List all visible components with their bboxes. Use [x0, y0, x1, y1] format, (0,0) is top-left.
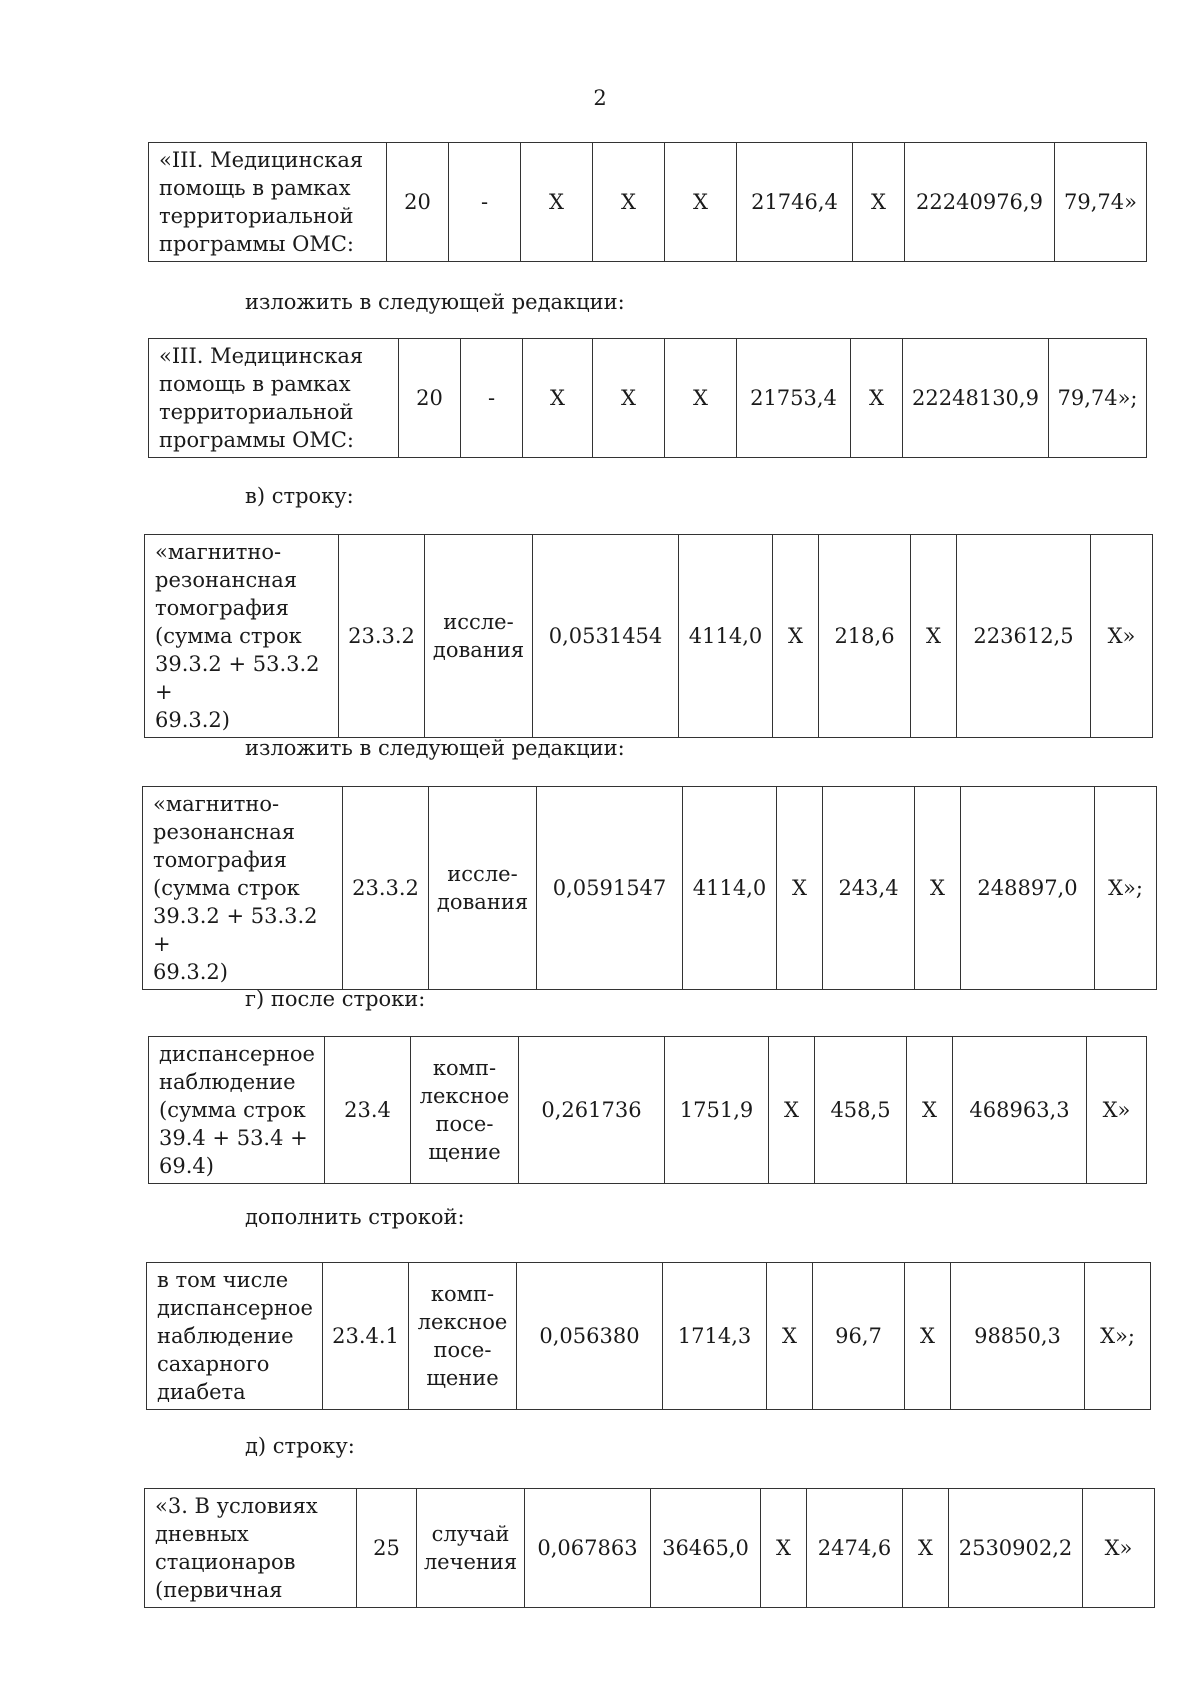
value-cell: Х — [911, 535, 957, 738]
value-cell: 223612,5 — [957, 535, 1091, 738]
unit-line: посе- — [433, 1338, 492, 1362]
value-cell: Х — [905, 1263, 951, 1410]
value-cell: Х — [761, 1489, 807, 1608]
row-name-line: дневных — [155, 1522, 249, 1546]
row-name-line: (первичная — [155, 1578, 283, 1602]
unit-line: дования — [436, 890, 529, 914]
row-name-line: наблюдение — [157, 1324, 294, 1348]
paragraph: г) после строки: — [245, 987, 426, 1011]
value-cell: 96,7 — [813, 1263, 905, 1410]
row-name-line: 39.3.2 + 53.3.2 + — [155, 652, 320, 704]
unit-cell — [409, 1263, 517, 1410]
row-name-line: «3. В условиях — [155, 1494, 318, 1518]
unit-line: комп- — [430, 1282, 495, 1306]
value-cell: Х — [665, 143, 737, 262]
row-name-line: сахарного — [157, 1352, 270, 1376]
value-cell: Х — [773, 535, 819, 738]
value-cell: 36465,0 — [651, 1489, 761, 1608]
row-name-line: томография — [155, 596, 289, 620]
unit-line: случай — [431, 1522, 510, 1546]
paragraph: в) строку: — [245, 484, 354, 508]
row-name-line: диспансерное — [159, 1042, 315, 1066]
unit-line: лечения — [423, 1550, 518, 1574]
unit-line: иссле- — [447, 862, 518, 886]
unit-line: лексное — [417, 1310, 508, 1334]
value-cell: Х — [851, 339, 903, 458]
value-cell: 0,0531454 — [533, 535, 679, 738]
value-cell: Х — [907, 1037, 953, 1184]
value-cell: 468963,3 — [953, 1037, 1087, 1184]
value-cell: Х — [593, 339, 665, 458]
value-cell: 21746,4 — [737, 143, 853, 262]
row-name-cell — [149, 1037, 325, 1184]
row-name-line: «III. Медицинская — [159, 344, 364, 368]
value-cell: 2530902,2 — [949, 1489, 1083, 1608]
value-cell: 98850,3 — [951, 1263, 1085, 1410]
value-cell: 21753,4 — [737, 339, 851, 458]
row-name-line: диспансерное — [157, 1296, 313, 1320]
line-number-cell: 23.3.2 — [343, 787, 429, 990]
table-row — [146, 1262, 1151, 1410]
value-cell: Х — [903, 1489, 949, 1608]
row-name-line: 39.3.2 + 53.3.2 + — [153, 904, 318, 956]
row-name-cell — [149, 143, 387, 262]
unit-line: иссле- — [443, 610, 514, 634]
row-name-line: помощь в рамках — [159, 176, 351, 200]
value-cell: 243,4 — [823, 787, 915, 990]
value-cell: 1714,3 — [663, 1263, 767, 1410]
value-cell: Х — [853, 143, 905, 262]
paragraph: д) строку: — [245, 1434, 355, 1458]
table-row — [144, 534, 1153, 738]
value-cell: 79,74»; — [1049, 339, 1147, 458]
line-number-cell: 23.4.1 — [323, 1263, 409, 1410]
value-cell: Х» — [1091, 535, 1153, 738]
value-cell: 4114,0 — [683, 787, 777, 990]
row-name-line: помощь в рамках — [159, 372, 351, 396]
row-name-line: программы ОМС: — [159, 232, 354, 256]
value-cell: 79,74» — [1055, 143, 1147, 262]
line-number-cell: 25 — [357, 1489, 417, 1608]
value-cell: 22240976,9 — [905, 143, 1055, 262]
row-name-cell — [145, 1489, 357, 1608]
value-cell: Х — [521, 143, 593, 262]
row-name-line: в том числе — [157, 1268, 289, 1292]
value-cell: 0,067863 — [525, 1489, 651, 1608]
unit-line: дования — [432, 638, 525, 662]
value-cell: 248897,0 — [961, 787, 1095, 990]
table-row — [144, 1488, 1155, 1608]
row-name-line: резонансная — [153, 820, 296, 844]
unit-line: щение — [428, 1140, 501, 1164]
value-cell: Х — [769, 1037, 815, 1184]
row-name-line: 69.3.2) — [155, 708, 230, 732]
unit-line: щение — [426, 1366, 499, 1390]
row-name-line: (сумма строк — [153, 876, 300, 900]
value-cell: Х — [523, 339, 593, 458]
unit-cell: - — [449, 143, 521, 262]
row-name-line: территориальной — [159, 204, 354, 228]
value-cell: 218,6 — [819, 535, 911, 738]
value-cell: Х — [767, 1263, 813, 1410]
row-name-line: 39.4 + 53.4 + — [159, 1126, 308, 1150]
row-name-cell — [149, 339, 399, 458]
paragraph: изложить в следующей редакции: — [245, 290, 625, 314]
value-cell: Х — [915, 787, 961, 990]
line-number-cell: 23.4 — [325, 1037, 411, 1184]
value-cell: Х»; — [1085, 1263, 1151, 1410]
value-cell: 1751,9 — [665, 1037, 769, 1184]
row-name-line: диабета — [157, 1380, 246, 1404]
line-number-cell: 20 — [399, 339, 461, 458]
value-cell: Х» — [1083, 1489, 1155, 1608]
row-name-line: «магнитно- — [153, 792, 280, 816]
value-cell: Х» — [1087, 1037, 1147, 1184]
table-row — [148, 142, 1147, 262]
unit-cell — [411, 1037, 519, 1184]
value-cell: 0,056380 — [517, 1263, 663, 1410]
row-name-line: томография — [153, 848, 287, 872]
value-cell: 4114,0 — [679, 535, 773, 738]
unit-line: лексное — [419, 1084, 510, 1108]
row-name-line: 69.3.2) — [153, 960, 228, 984]
row-name-line: «магнитно- — [155, 540, 282, 564]
row-name-line: наблюдение — [159, 1070, 296, 1094]
value-cell: Х — [777, 787, 823, 990]
value-cell: Х — [593, 143, 665, 262]
value-cell: 2474,6 — [807, 1489, 903, 1608]
row-name-cell — [143, 787, 343, 990]
paragraph: дополнить строкой: — [245, 1205, 465, 1229]
row-name-line: стационаров — [155, 1550, 296, 1574]
unit-line: комп- — [432, 1056, 497, 1080]
row-name-line: 69.4) — [159, 1154, 214, 1178]
table-row — [148, 338, 1147, 458]
unit-cell — [417, 1489, 525, 1608]
row-name-line: (сумма строк — [159, 1098, 306, 1122]
unit-cell — [425, 535, 533, 738]
unit-cell — [429, 787, 537, 990]
row-name-line: программы ОМС: — [159, 428, 354, 452]
value-cell: 0,261736 — [519, 1037, 665, 1184]
paragraph: изложить в следующей редакции: — [245, 736, 625, 760]
line-number-cell: 23.3.2 — [339, 535, 425, 738]
value-cell: Х — [665, 339, 737, 458]
row-name-line: (сумма строк — [155, 624, 302, 648]
row-name-line: резонансная — [155, 568, 298, 592]
table-row — [142, 786, 1157, 990]
value-cell: Х»; — [1095, 787, 1157, 990]
value-cell: 0,0591547 — [537, 787, 683, 990]
line-number-cell: 20 — [387, 143, 449, 262]
row-name-line: территориальной — [159, 400, 354, 424]
table-row — [148, 1036, 1147, 1184]
row-name-cell — [145, 535, 339, 738]
row-name-cell — [147, 1263, 323, 1410]
unit-line: посе- — [435, 1112, 494, 1136]
page-number: 2 — [593, 86, 607, 110]
value-cell: 22248130,9 — [903, 339, 1049, 458]
unit-cell: - — [461, 339, 523, 458]
value-cell: 458,5 — [815, 1037, 907, 1184]
row-name-line: «III. Медицинская — [159, 148, 364, 172]
